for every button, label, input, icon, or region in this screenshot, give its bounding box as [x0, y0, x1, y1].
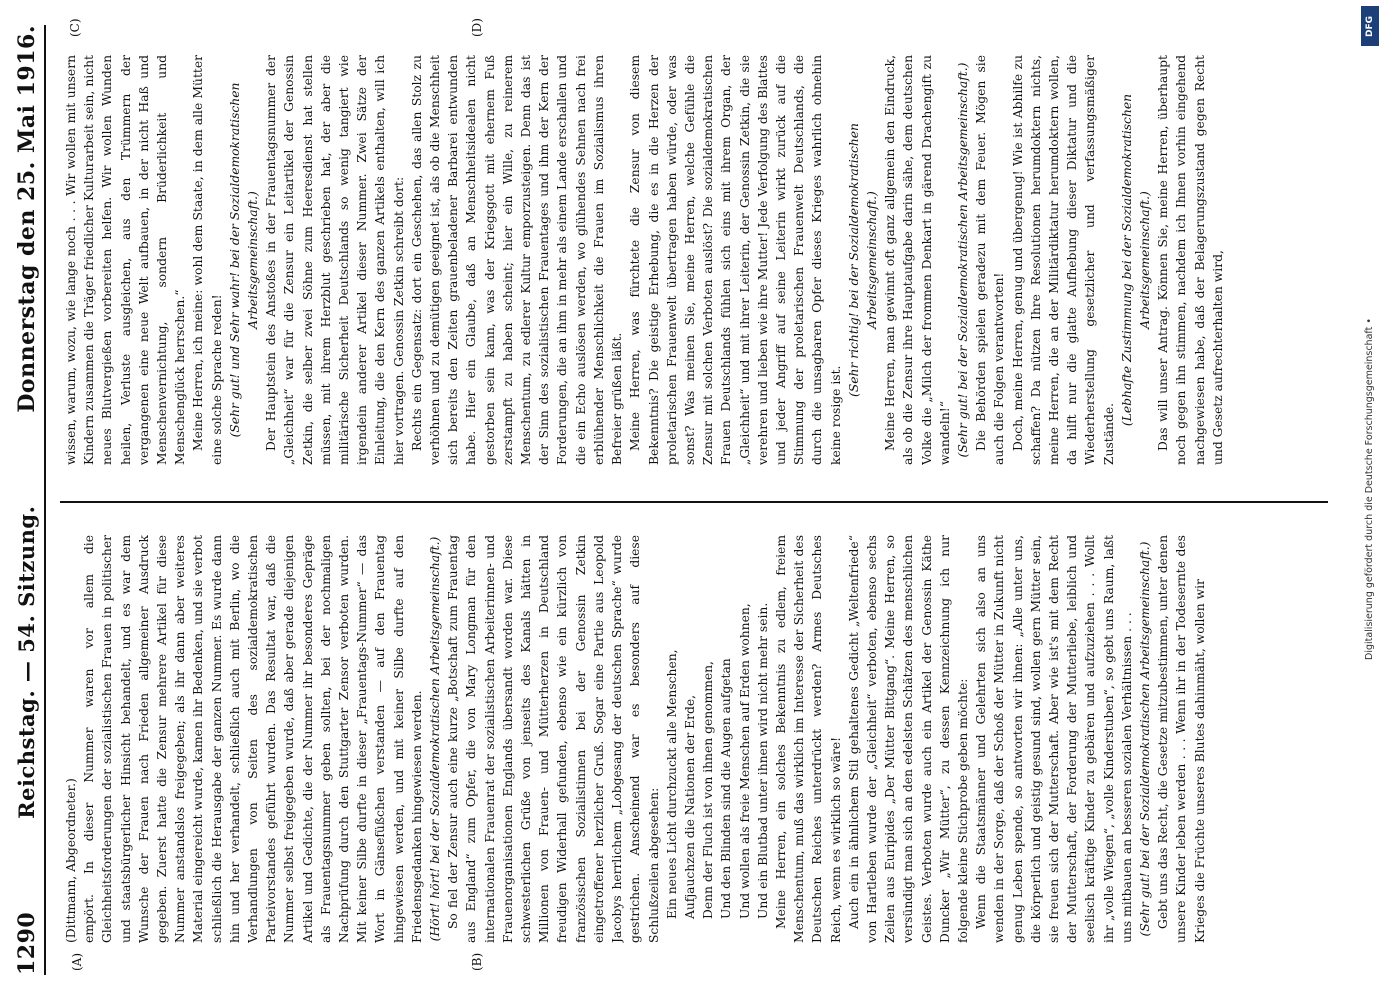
left-verse-line: Und den Blinden sind die Augen aufgetan — [719, 658, 734, 919]
right-interjection: (Sehr gut! bei der Sozialdemokratischen Arbeitsgemeinschaft.) — [955, 62, 970, 458]
right-paragraph: wissen, warum, wozu, wie lange noch . . . Wir wollen mit unsern Kindern zusammen die Träger friedlicher Kulturarbeit sein, nicht neues Blutvergießen vorbereiten helfen. Wir wollen Wunden heilen, Verluste ausgleichen, aus den Trümmern der vergangenen eine neue Welt aufbauen, in der nicht Haß und Menschenvernichtung, sondern Brüderlichkeit und Menschenglück herrschen.“ — [64, 55, 188, 465]
margin-mark-c: (C) — [68, 18, 82, 37]
dfg-logo: DFG — [1361, 6, 1379, 46]
rotated-page — [0, 5, 1340, 995]
right-column — [62, 55, 1330, 465]
left-interjection: (Hört! hört! bei der Sozialdemokratischen Arbeitsgemeinschaft.) — [428, 536, 443, 942]
left-paragraph: empört. In dieser Nummer waren vor allem die Gleichheitsforderungen der sozialistischen Frauen in politischer und staatsbürgerlicher Hinsicht behandelt, und es war dem Wunsche der Frauen nach Frieden allgemeiner Ausdruck gegeben. Zuerst hatte die Zensur mehrere Artikel für diese Nummer anstandslos freigegeben; als ihr dann aber weiteres Material eingereicht wurde, kamen ihr Bedenken, und sie verbot schließlich die Herausgabe der ganzen Nummer. Es wurde dann hin und her verhandelt, schließlich auch mit Berlin, wo die Verhandlungen von Seiten des sozialdemokratischen Parteivorstandes geführt wurden. Das Resultat war, daß die Nummer selbst freigegeben wurde, daß aber gerade diejenigen Artikel und Gedichte, die der Nummer ihr besonderes Gepräge als Frauentagsnummer geben sollten, bei der nochmaligen Nachprüfung durch den Stuttgarter Zensor verboten wurden. Mit keiner Silbe durfte in dieser „Frauentags-Nummer“ — das Wort in Gänsefüßchen verstanden — auf den Frauentag hingewiesen werden, und mit keiner Silbe durfte auf den Friedensgedanken hingewiesen werden. — [82, 535, 424, 943]
right-interjection: (Sehr gut! und Sehr wahr! bei der Sozialdemokratischen Arbeitsgemeinschaft.) — [227, 82, 261, 438]
margin-mark-d: (D) — [470, 18, 484, 37]
right-paragraph: Das will unser Antrag. Können Sie, meine Herren, überhaupt noch gegen ihn stimmen, nachdem ich Ihnen vorhin eingehend nachgewiesen habe, daß der Belagerungszustand gegen Recht und Gesetz aufrechterhalten wird, — [1156, 55, 1225, 465]
left-verse-line: Aufjauchzen die Nationen der Erde, — [682, 694, 697, 919]
right-interjection: (Lebhafte Zustimmung bei der Sozialdemokratischen Arbeitsgemeinschaft.) — [1119, 93, 1152, 427]
left-paragraph: Gebt uns das Recht, die Gesetze mitzubestimmen, unter denen unsere Kinder leben werden . . . Wenn ihr in der Todesernte des Krieges die Früchte unseres Blutes dahinmäht, wollen wir — [1156, 535, 1207, 943]
left-verse-line: Denn der Fluch ist von ihnen genommen, — [701, 661, 716, 919]
left-paragraph: So fiel der Zensur auch eine kurze „Botschaft zum Frauentag aus England“ zum Opfer, die von Mary Longman für den internationalen Frauenrat der sozialistischen Arbeiterinnen- und Frauenorganisationen Englands übersandt worden war. Diese schwesterlichen Grüße von jenseits des Kanals hätten in Millionen von Frauen- und Mütterherzen in Deutschland freudigen Widerhall gefunden, ebenso wie ein kürzlich von französischen Sozialistinnen bei der Genossin Zetkin eingetroffener herzlicher Gruß. Sogar eine Partie aus Leopold Jacobys herrlichem „Lobgesang der deutschen Sprache“ wurde gestrichen. Anscheinend war es besonders auf diese Schlußzeilen abgesehen: — [446, 535, 661, 943]
right-interjection: (Sehr richtig! bei der Sozialdemokratischen Arbeitsgemeinschaft.) — [846, 123, 879, 397]
page-number: 1290 — [14, 911, 40, 975]
left-paragraph: Wenn die Staatsmänner und Gelehrten sich also an uns wenden in der Sorge, daß der Schoß der Mütter in Zukunft nicht genug Leben spende, so antworten wir ihnen: „Alle unter uns, die körperlich und geistig gesund sind, wollen gern Mütter sein, sie freuen sich der Mutterschaft. Aber wie ist's mit dem Recht der Mutterschaft, der Forderung der Mutterliebe, leiblich und seelisch kräftige Kinder zu gebären und aufzuziehen . . . Wollt ihr „volle Wiegen“, „volle Kinderstuben“, so gebt uns Raum, laßt uns mitbauen an besseren sozialen Verhältnissen . . . — [974, 535, 1134, 943]
right-paragraph: Meine Herren, was fürchtete die Zensur von diesem Bekenntnis? Die geistige Erhebung, die es in die Herzen der proletarischen Frauenwelt übertragen haben würde, oder was sonst? Was meinen Sie, meine Herren, welche Gefühle die Zensur mit solchen Verboten auslöst? Die sozialdemokratischen Frauen Deutschlands fühlen sich eins mit ihrem Organ, der „Gleichheit“ und mit ihrer Leiterin, der Genossin Zetkin, die sie verehren und lieben wie ihre Mutter! Jede Verfolgung des Blattes und jeder Angriff auf seine Leiterin wirkt zurück auf die Stimmung der proletarischen Frauenwelt Deutschlands, die durch die unsagbaren Opfer dieses Krieges wahrlich ohnehin keine rosige ist. — [628, 55, 843, 465]
left-verse-line: Und wollen als freie Menschen auf Erden wohnen, — [737, 603, 752, 919]
left-column — [62, 535, 1330, 943]
right-paragraph: Rechts ein Gegensatz: dort ein Geschehen, das allen Stolz zu verhöhnen und zu demütigen geeignet ist, als ob die Menschheit sich bereits den Zeiten grauenbeladener Barbarei entwunden habe. Hier ein Glaube, daß an Menschheitsidealen nicht gestorben sein kann, was der Kriegsgott mit ehernem Fuß zerstampft zu haben scheint; hier ein Wille, zu reinerem Menschentum, zu edlerer Kultur emporzusteigen. Denn das ist der Sinn des sozialistischen Frauentages und ihm der Kern der Forderungen, die an ihm in mehr als einem Lande erschallen und die ein Echo auslösen werden, wo glühendes Sehnen nach frei erblühender Menschlichkeit die Frauen im Sozialismus ihren Befreier grüßen läßt. — [409, 55, 625, 465]
session-title: Reichstag. — 54. Sitzung. — [14, 505, 39, 819]
page-header — [14, 25, 46, 975]
session-date: Donnerstag den 25. Mai 1916. — [14, 25, 40, 413]
right-paragraph: Doch, meine Herren, genug und übergenug! Wie ist Abhilfe zu schaffen? Da nützen Ihre Resolutionen herumdoktern nichts, meine Herren, die an der Militärdiktatur herumdoktern wollen, da hilft nur die glatte Aufhebung dieser Diktatur und die Wiederherstellung gesetzlicher und verfassungsmäßiger Zustände. — [1010, 55, 1116, 465]
right-paragraph: Meine Herren, man gewinnt oft ganz allgemein den Eindruck, als ob die Zensur ihre Hauptaufgabe darin sähe, dem deutschen Volke die „Milch der frommen Denkart in gärend Drachengift zu wandeln!“ — [883, 55, 952, 465]
right-paragraph: Der Hauptstein des Anstoßes in der Frauentagsnummer der „Gleichheit“ war für die Zensur ein Leitartikel der Genossin Zetkin, die selber zwei Söhne zum Heeresdienst hat stellen müssen, mit ihrem Herzblut geschrieben hat, der aber die militärische Sicherheit Deutschlands so wenig tangiert wie irgendein anderer Artikel dieser Nummer. Zwei Sätze der Einleitung, die den Kern des ganzen Artikels enthalten, will ich hier vortragen. Genossin Zetkin schreibt dort: — [264, 55, 406, 465]
margin-mark-b: (B) — [470, 952, 484, 971]
right-paragraph: Die Behörden spielen geradezu mit dem Feuer. Mögen sie auch die Folgen verantworten! — [974, 55, 1007, 465]
left-paragraph: Meine Herren, ein solches Bekenntnis zu edlem, freiem Menschentum, muß das wirklich im Interesse der Sicherheit des Deutschen Reiches unterdrückt werden? Armes Deutsches Reich, wenn es wirklich so wäre! — [773, 535, 843, 943]
digitization-sidebar — [1357, 0, 1383, 1000]
digitization-credit: Digitalisierung gefördert durch die Deutsche Forschungsgemeinschaft • — [1364, 318, 1375, 660]
left-paragraph: (Dittmann, Abgeordneter.) — [64, 778, 78, 943]
column-divider — [60, 501, 1328, 503]
right-paragraph: Meine Herren, ich meine: wohl dem Staate, in dem alle Mütter eine solche Sprache reden! — [191, 55, 224, 465]
margin-mark-a: (A) — [70, 952, 84, 971]
left-verse-line: Ein neues Licht durchzuckt alle Menschen, — [664, 649, 679, 919]
left-paragraph: Auch ein in ähnlichem Stil gehaltenes Gedicht „Weltenfriede“ von Hartleben wurde der „Gleichheit“ verboten, ebenso sechs Zeilen aus Euripides „Der Mütter Bittgang“. Meine Herren, so versündigt man sich an den edelsten Schätzen des menschlichen Geistes. Verboten wurde auch ein Artikel der Genossin Käthe Duncker „Wir Mütter“, zu dessen Kennzeichnung ich nur folgende kleine Stichprobe geben möchte: — [846, 535, 970, 943]
left-interjection: (Sehr gut! bei der Sozialdemokratischen Arbeitsgemeinschaft.) — [1137, 541, 1152, 937]
left-verse-line: Und ein Blutbad unter ihnen wird nicht mehr sein. — [755, 602, 770, 919]
